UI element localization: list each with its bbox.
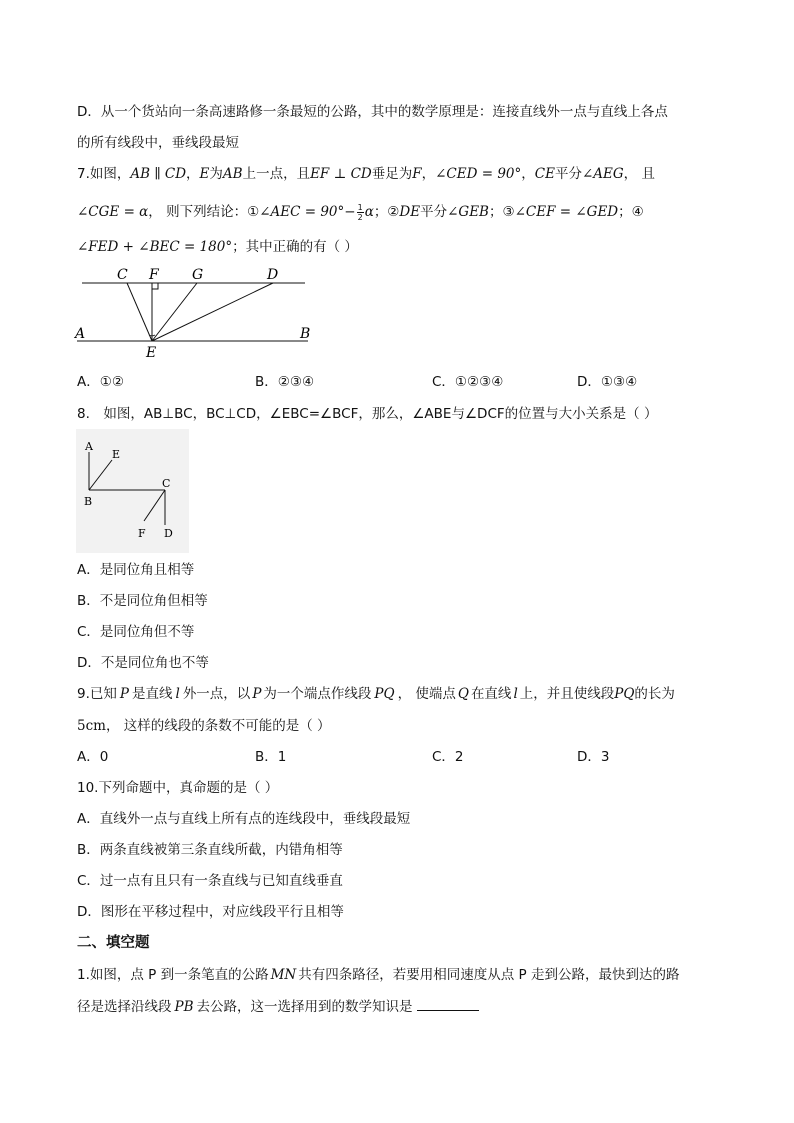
label-c: C <box>162 477 171 490</box>
q8-figure <box>76 429 189 553</box>
label-a: A <box>85 440 93 453</box>
label-c: C <box>117 267 128 283</box>
q8-option-c: C．是同位角但不等 <box>77 624 195 640</box>
q9-option-b: B．1 <box>255 749 287 765</box>
q7-figure <box>70 262 320 362</box>
label-b: B <box>84 495 93 508</box>
segment-de <box>152 283 273 341</box>
q9-option-d: D．3 <box>577 749 610 765</box>
fraction-one-half: $\frac{1}{2}$ <box>357 202 363 222</box>
q6-option-d-line1: D．从一个货站向一条高速路修一条最短的公路，其中的数学原理是：连接直线外一点与直线上各点 <box>77 104 668 120</box>
q10-option-c: C．过一点有且只有一条直线与已知直线垂直 <box>77 873 343 889</box>
q7-stem-line1: 7.如图，AB ∥ CD，E为AB上一点，且EF ⊥ CD垂足为F，∠CED = 90°，CE平分∠AEG， 且 <box>77 166 655 182</box>
label-e: E <box>112 448 121 461</box>
q10-option-b: B．两条直线被第三条直线所截，内错角相等 <box>77 842 343 858</box>
fill-q1-line1: 1.如图，点 P 到一条笔直的公路 MN 共有四条路径，若要用相同速度从点 P 走到公路，最快到达的路 <box>77 967 680 983</box>
q8-option-b: B．不是同位角但相等 <box>77 593 208 609</box>
q7-option-a: A．①② <box>77 374 124 390</box>
q10-option-a: A．直线外一点与直线上所有点的连线段中，垂线段最短 <box>77 811 411 827</box>
label-f: F <box>149 267 159 283</box>
label-d: D <box>164 527 173 540</box>
q9-stem-line1: 9.已知 P 是直线 l 外一点，以 P 为一个端点作线段 PQ ， 使端点 Q 在直线 l 上，并且使线段PQ的长为 <box>77 686 675 702</box>
q8-stem: 8. 如图，AB⊥BC，BC⊥CD，∠EBC=∠BCF，那么，∠ABE与∠DCF的位置与大小关系是（ ） <box>77 406 658 422</box>
label-b: B <box>300 326 311 342</box>
fill-q1-line2: 径是选择沿线段 PB 去公路，这一选择用到的数学知识是 <box>77 996 479 1017</box>
q9-option-a: A．0 <box>77 749 109 765</box>
q9-option-c: C．2 <box>432 749 464 765</box>
answer-blank[interactable] <box>417 996 479 1011</box>
q7-option-c: C．①②③④ <box>432 374 504 390</box>
q6-option-d-line2: 的所有线段中，垂线段最短 <box>77 135 239 151</box>
segment-ce <box>127 283 152 341</box>
label-f: F <box>138 527 146 540</box>
q8-option-d: D．不是同位角也不等 <box>77 655 209 671</box>
q10-option-d: D．图形在平移过程中，对应线段平行且相等 <box>77 904 344 920</box>
q10-stem: 10.下列命题中，真命题的是（ ） <box>77 780 279 796</box>
label-g: G <box>192 267 204 283</box>
segment-ge <box>152 283 197 341</box>
right-angle-mark <box>152 283 158 289</box>
label-e: E <box>146 345 157 361</box>
q7-stem-line3: ∠FED + ∠BEC = 180°；其中正确的有（ ） <box>77 239 358 255</box>
q7-stem-line2: ∠CGE = α， 则下列结论：①∠AEC = 90°− $\frac{1}{2}$ α；②DE平分∠GEB；③∠CEF = ∠GED；④ <box>77 202 644 222</box>
label-d: D <box>267 267 279 283</box>
q7-option-b: B．②③④ <box>255 374 315 390</box>
q9-stem-line2: 5cm， 这样的线段的条数不可能的是（ ） <box>77 718 331 734</box>
label-a: A <box>75 326 86 342</box>
q8-option-a: A．是同位角且相等 <box>77 562 195 578</box>
section-heading-fill-blank: 二、填空题 <box>77 935 150 951</box>
q7-option-d: D．①③④ <box>577 374 638 390</box>
